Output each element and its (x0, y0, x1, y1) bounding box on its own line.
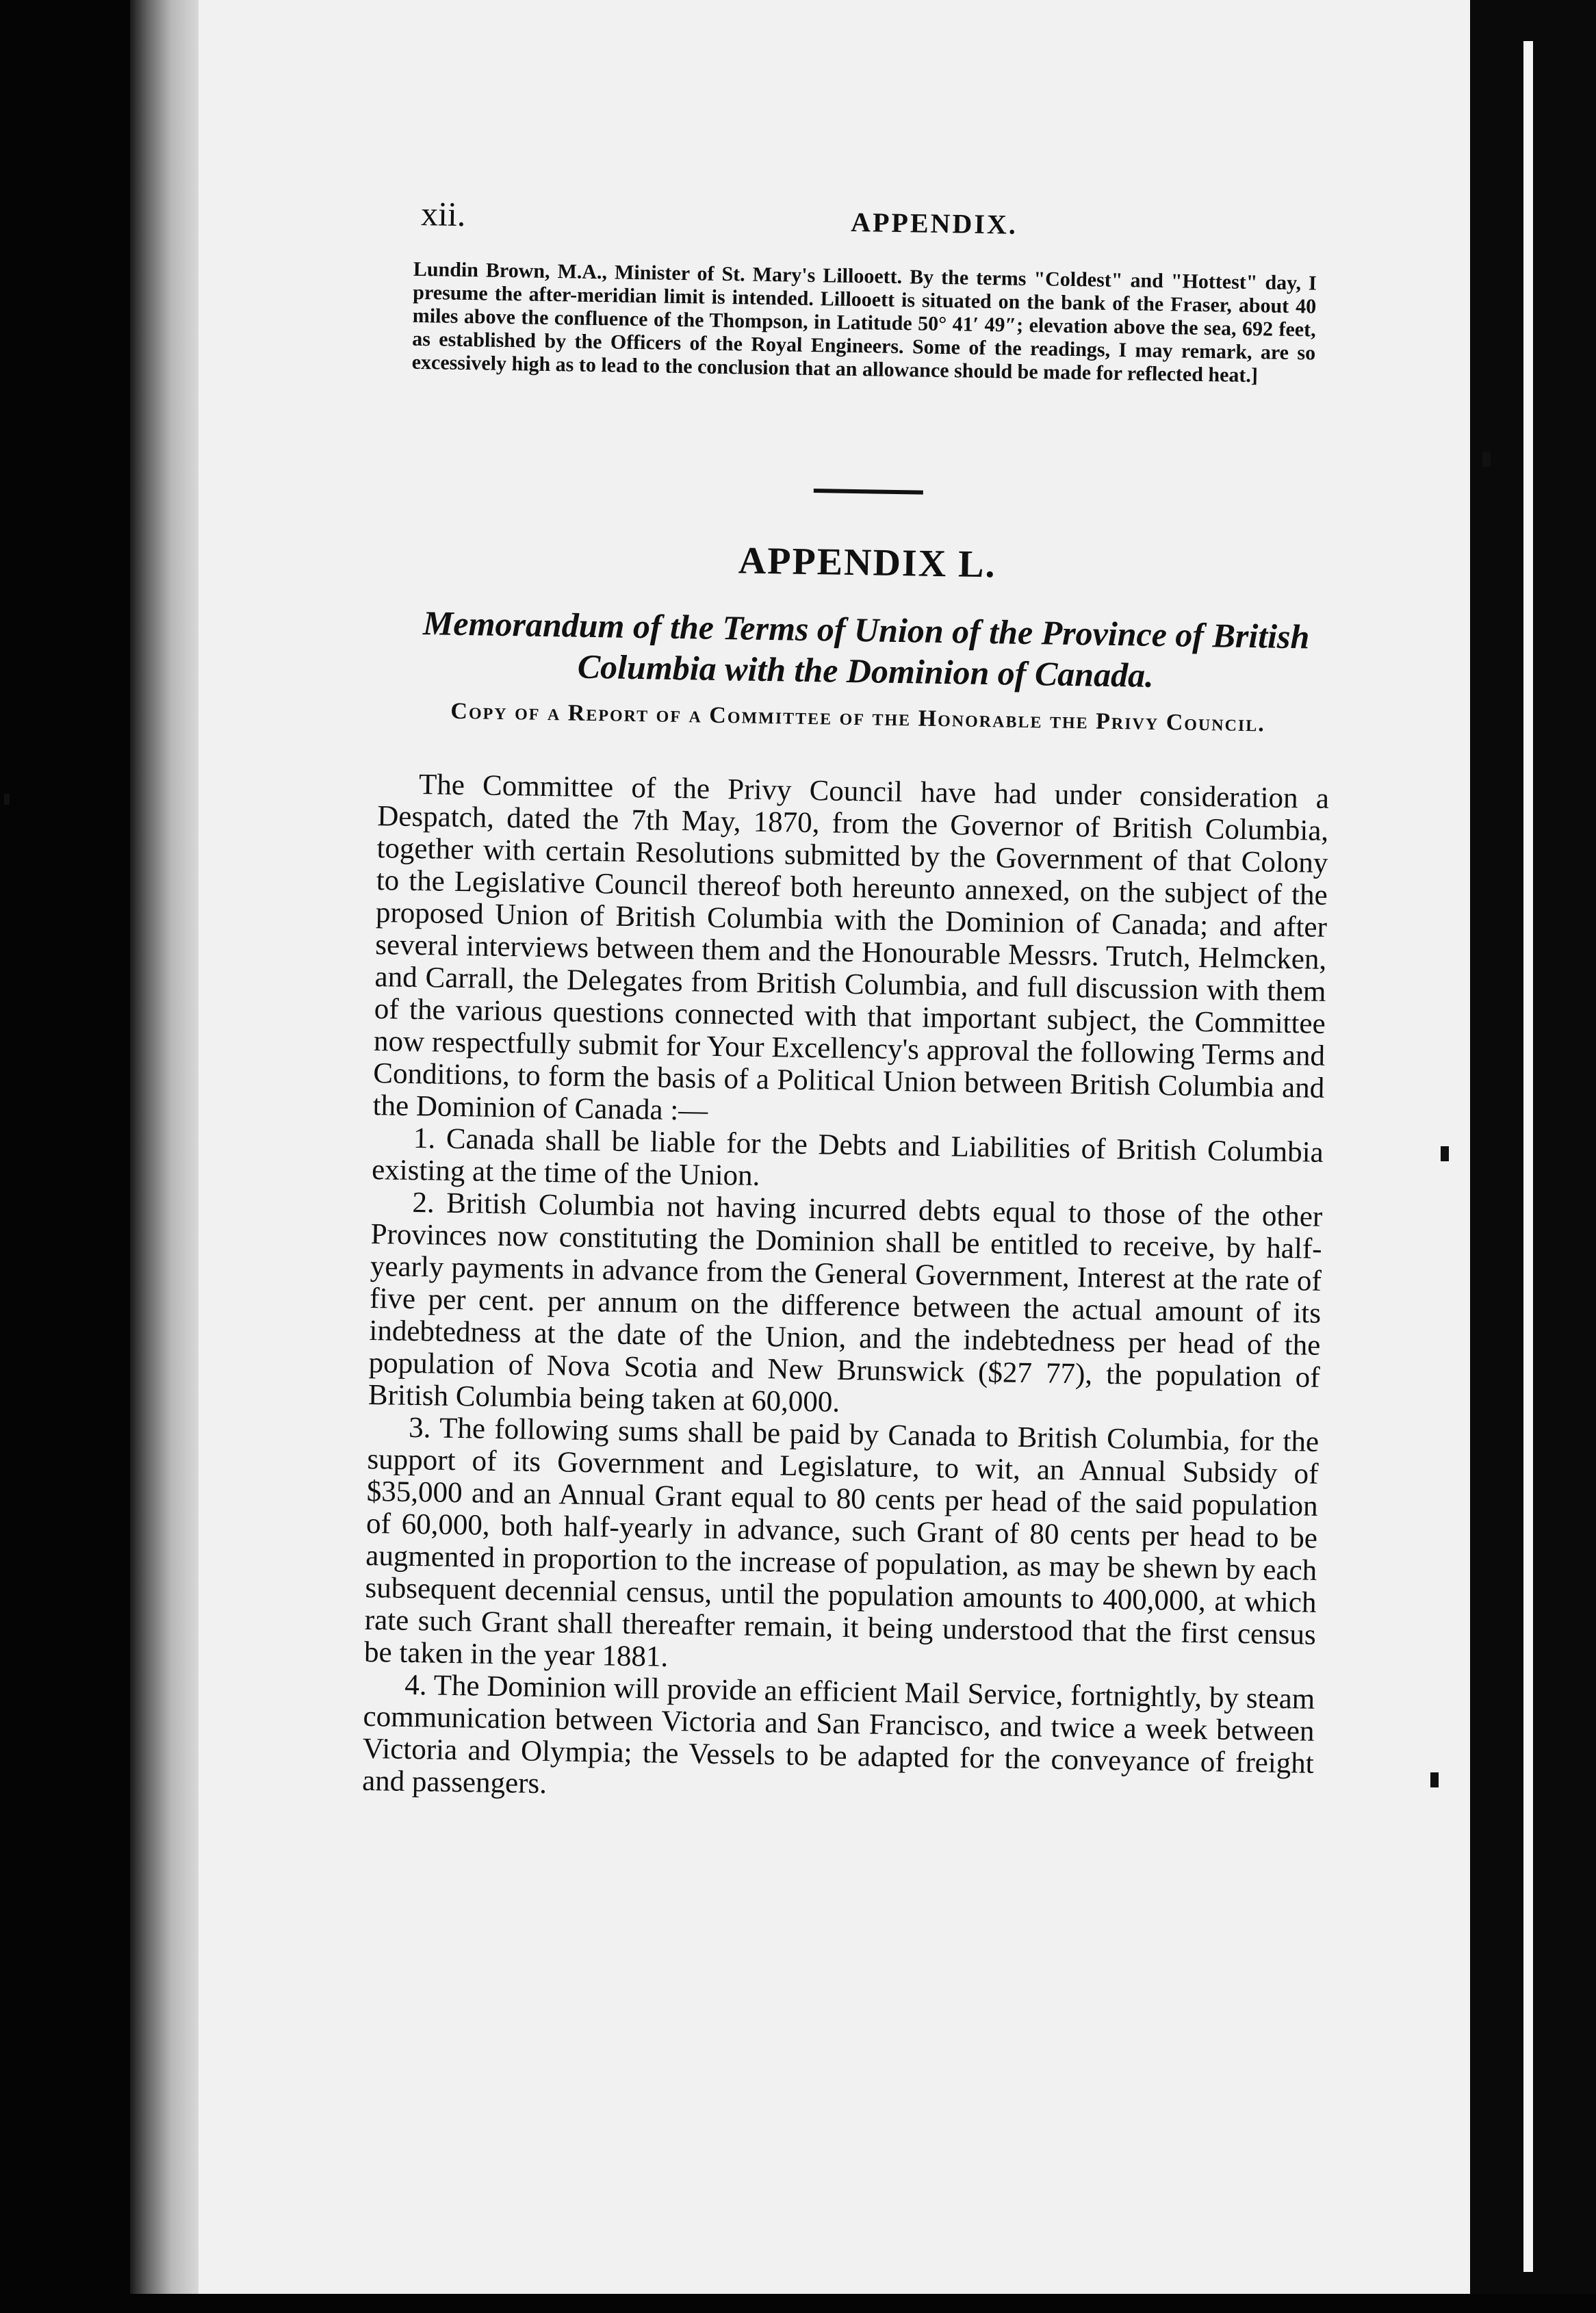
term-1-paragraph: 1. Canada shall be liable for the Debts and Liabilities of British Columbia existing at the time of the Union. (371, 1122, 1324, 1192)
page-header (421, 194, 1448, 251)
term-4-paragraph: 4. The Dominion will provide an efficient Mail Service, fortnightly, by steam communication between Victoria and San Francisco, and twice a week between Victoria and Olympia; the Vessels to be adapted for the conveyance of freight and passengers. (361, 1668, 1315, 1800)
footnote-paragraph: Lundin Brown, M.A., Minister of St. Mary's Lillooett. By the terms "Coldest" and "Hottest" day, I presume the after-meridian limit is intended. Lillooett is situated on the bank of the Fraser, about 40 miles above the confluence of the Thompson, in Latitude 50° 41′ 49″; elevation above the sea, 692 feet, as established by the Officers of the Royal Engineers. Some of the readings, I may remark, are so excessively high as to lead to the conclusion that an allowance should be made for reflected heat.] (411, 257, 1317, 387)
intro-paragraph: The Committee of the Privy Council have had under consideration a Despatch, dated the 7th May, 1870, from the Governor of British Columbia, together with certain Resolutions submitted by the Government of that Colony to the Legislative Council thereof both hereunto annexed, on the subject of the proposed Union of British Columbia with the Dominion of Canada; and after several interviews between them and the Honourable Messrs. Trutch, Helmcken, and Carrall, the Delegates from British Columbia, and full discussion with them of the various questions connected with that important subject, the Committee now respectfully submit for Your Excellency's approval the following Terms and Conditions, to form the basis of a Political Union between British Columbia and the Dominion of Canada :— (372, 768, 1330, 1127)
report-heading: Copy of a Report of a Committee of the Honorable the Privy Council. (450, 698, 1266, 737)
page-edge-line (1523, 41, 1533, 2272)
term-2-paragraph: 2. British Columbia not having incurred debts equal to those of the other Provinces now constituting the Dominion shall be entitled to receive, by half-yearly payments in advance from the General Government, Interest at the rate of five per cent. per annum on the difference between the actual amount of its indebtedness at the date of the Union, and the indebtedness per head of the population of Nova Scotia and New Brunswick ($27 77), the population of British Columbia being taken at 60,000. (368, 1186, 1323, 1419)
term-3-paragraph: 3. The following sums shall be paid by Canada to British Columbia, for the support of its Government and Legislature, to wit, an Annual Subsidy of $35,000 and an Annual Grant equal to 80 cents per head of the said population of 60,000, both half-yearly in advance, such Grant of 80 cents per head to be augmented in proportion to the increase of population, as may be shewn by each subsequent decennial census, until the population amounts to 400,000, at which rate such Grant shall thereafter remain, it being understood that the first census be taken in the year 1881. (363, 1411, 1320, 1673)
page-number: xii. (420, 194, 466, 234)
scan-border-right (1470, 0, 1596, 2294)
margin-mark (1430, 1772, 1439, 1787)
page-content (169, 0, 1341, 2312)
memorandum-title: Memorandum of the Terms of Union of the Province of British Columbia with the Dominion of Canada. (422, 604, 1310, 695)
appendix-title: APPENDIX L. (738, 539, 997, 586)
margin-mark (1482, 452, 1491, 467)
margin-mark (1441, 1146, 1449, 1161)
section-divider (814, 489, 923, 495)
margin-mark (4, 794, 10, 805)
body-text (362, 768, 1329, 1812)
running-head: APPENDIX. (850, 206, 1018, 240)
